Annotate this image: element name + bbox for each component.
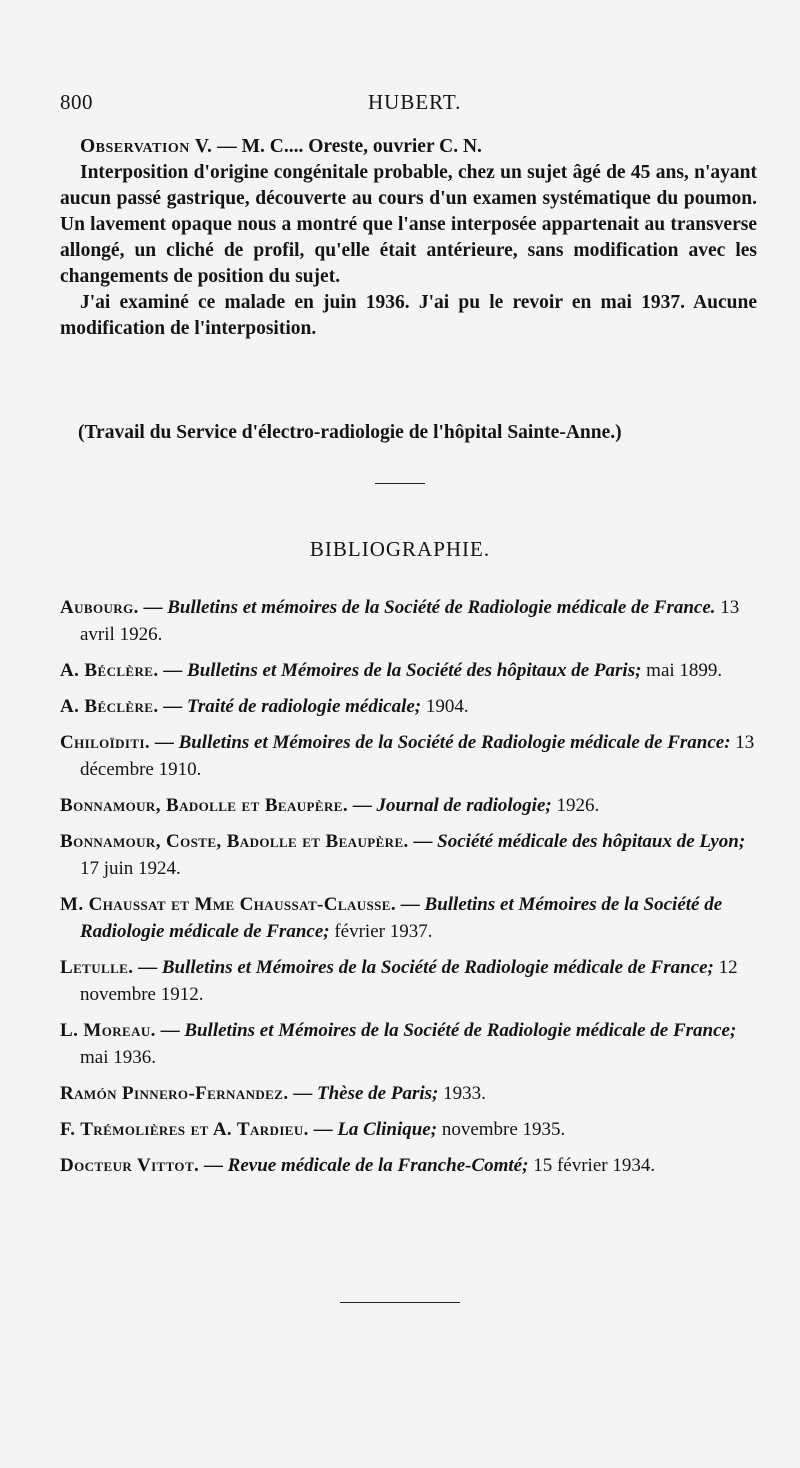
entry-work: Traité de radiologie médicale; <box>187 696 422 717</box>
entry-date: 12 novembre 1912. <box>80 957 738 1005</box>
entry-date: 1904. <box>421 696 469 717</box>
page-number: 800 <box>60 90 93 114</box>
entry-work: Bulletins et Mémoires de la Société des hôpitaux de Paris; <box>187 660 642 681</box>
entry-authors: L. Moreau. <box>60 1020 156 1041</box>
entry-date: 15 février 1934. <box>528 1155 656 1176</box>
entry-separator: — <box>150 732 179 753</box>
end-divider <box>340 1302 460 1303</box>
entry-date: novembre 1935. <box>437 1119 566 1140</box>
bibliography-entry <box>60 1017 765 1071</box>
entry-authors: M. Chaussat et Mme Chaussat-Clausse. <box>60 894 397 915</box>
observation-paragraph-2: J'ai examiné ce malade en juin 1936. J'ai pu le revoir en mai 1937. Aucune modification de l'interposition. <box>60 292 757 339</box>
entry-separator: — <box>396 894 425 915</box>
bibliography-entry <box>60 693 765 720</box>
entry-authors: Bonnamour, Coste, Badolle et Beaupère. <box>60 831 409 852</box>
entry-date: mai 1936. <box>80 1047 156 1068</box>
observation-block <box>60 134 757 342</box>
observation-paragraph-1: Interposition d'origine congénitale probable, chez un sujet âgé de 45 ans, n'ayant aucun passé gastrique, découverte au cours d'un examen systématique du poumon. Un lavement opaque nous a montré que l'anse interposée appartenait au transverse allongé, un cliché de profil, qu'elle était antérieure, sans modification avec les changements de position du sujet. <box>60 162 757 287</box>
entry-separator: — <box>138 597 168 618</box>
entry-separator: — <box>408 831 438 852</box>
page-header <box>60 90 760 120</box>
entry-separator: — <box>155 1020 185 1041</box>
entry-work: Thèse de Paris; <box>316 1083 439 1104</box>
observation-label: Observation V. <box>80 136 213 157</box>
observation-heading-rest: — M. C.... Oreste, ouvrier C. N. <box>212 136 482 157</box>
entry-work: La Clinique; <box>337 1119 438 1140</box>
entry-date: 13 décembre 1910. <box>80 732 755 780</box>
section-divider <box>375 483 425 484</box>
entry-date: 17 juin 1924. <box>80 858 181 879</box>
entry-authors: Docteur Vittot. <box>60 1155 200 1176</box>
bibliography-entry <box>60 1080 765 1107</box>
entry-date: 1926. <box>551 795 600 816</box>
entry-work: Bulletins et mémoires de la Société de Radiologie médicale de France. <box>167 597 716 618</box>
entry-authors: Chiloïditi. <box>60 732 151 753</box>
entry-authors: Bonnamour, Badolle et Beaupère. <box>60 795 348 816</box>
entry-authors: A. Béclère. <box>60 660 159 681</box>
entry-work: Bulletins et Mémoires de la Société de Radiologie médicale de France; <box>80 894 723 942</box>
entry-work: Société médicale des hôpitaux de Lyon; <box>437 831 746 852</box>
bibliography-entry <box>60 828 765 882</box>
entry-authors: F. Trémolières et A. Tardieu. <box>60 1119 309 1140</box>
entry-authors: A. Béclère. <box>60 696 159 717</box>
bibliography-entry <box>60 1152 765 1179</box>
entry-separator: — <box>308 1119 338 1140</box>
entry-separator: — <box>158 696 188 717</box>
entry-work: Revue médicale de la Franche-Comté; <box>227 1155 529 1176</box>
bibliography-entry <box>60 1116 765 1143</box>
entry-separator: — <box>288 1083 317 1104</box>
bibliography-entry <box>60 792 765 819</box>
observation-heading <box>60 134 757 160</box>
bibliography-entry <box>60 954 765 1008</box>
running-title: HUBERT. <box>368 90 462 114</box>
entry-separator: — <box>347 795 377 816</box>
entry-separator: — <box>158 660 188 681</box>
bibliography-entry <box>60 729 765 783</box>
service-note: (Travail du Service d'électro-radiologie de l'hôpital Sainte-Anne.) <box>78 422 622 443</box>
entry-separator: — <box>133 957 162 978</box>
entry-authors: Aubourg. <box>60 597 139 618</box>
entry-date: 1933. <box>438 1083 486 1104</box>
bibliography-entry <box>60 657 765 684</box>
entry-date: février 1937. <box>329 921 433 942</box>
entry-date: 13 avril 1926. <box>80 597 740 645</box>
entry-work: Bulletins et Mémoires de la Société de Radiologie médicale de France; <box>161 957 714 978</box>
bibliography-title: BIBLIOGRAPHIE. <box>309 537 491 561</box>
entry-work: Bulletins et Mémoires de la Société de Radiologie médicale de France; <box>184 1020 737 1041</box>
entry-separator: — <box>199 1155 228 1176</box>
entry-authors: Ramón Pinnero-Fernandez. <box>60 1083 289 1104</box>
entry-work: Bulletins et Mémoires de la Société de Radiologie médicale de France: <box>178 732 731 753</box>
bibliography-entry <box>60 891 765 945</box>
entry-work: Journal de radiologie; <box>376 795 552 816</box>
bibliography-entry <box>60 594 765 648</box>
entry-authors: Letulle. <box>60 957 134 978</box>
bibliography-list <box>60 594 765 1188</box>
entry-date: mai 1899. <box>641 660 723 681</box>
